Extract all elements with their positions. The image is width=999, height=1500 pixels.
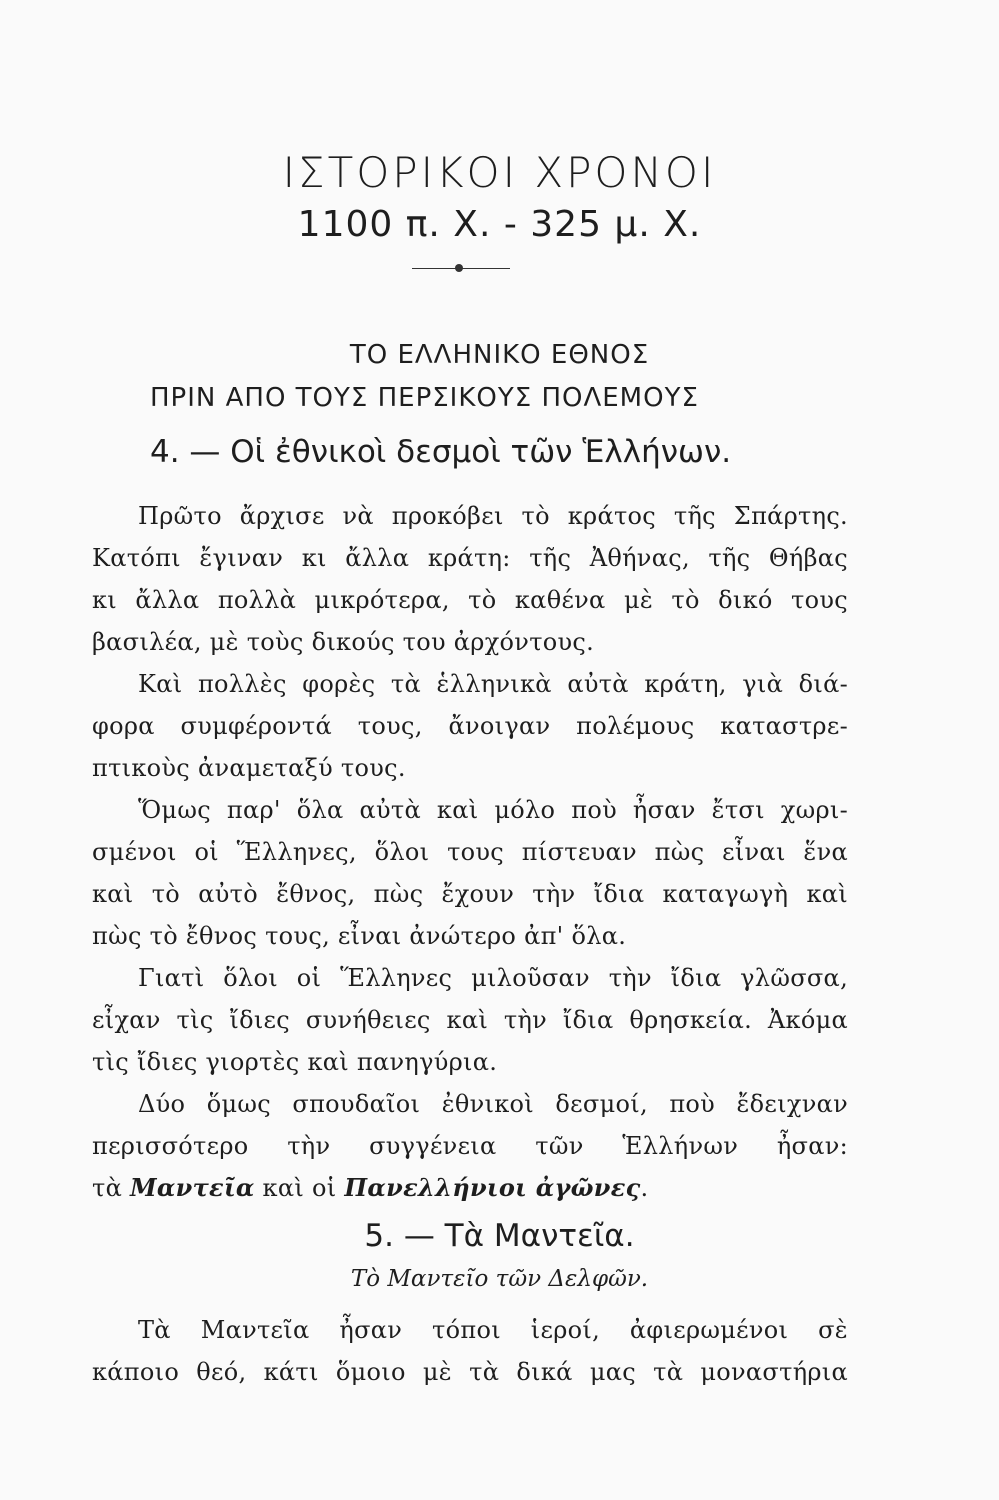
paragraph-line: σμένοι οἱ Ἕλληνες, ὅλοι τους πίστευαν πὼς εἶναι ἕνα	[92, 838, 848, 866]
paragraph-line: βασιλέα, μὲ τοὺς δικούς του ἀρχόντους.	[92, 628, 595, 656]
paragraph-line: Γιατὶ ὅλοι οἱ Ἕλληνες μιλοῦσαν τὴν ἴδια γλῶσσα,	[138, 964, 848, 992]
chapter-5-heading: 5. — Τὰ Μαντεῖα.	[364, 1218, 635, 1254]
text-run: καὶ οἱ	[254, 1174, 345, 1202]
section-subtitle: ΠΡΙΝ ΑΠΟ ΤΟΥΣ ΠΕΡΣΙΚΟΥΣ ΠΟΛΕΜΟΥΣ	[150, 383, 699, 413]
paragraph-line: Καὶ πολλὲς φορὲς τὰ ἑλληνικὰ αὐτὰ κράτη, γιὰ διά-	[138, 670, 848, 698]
paragraph-line: Πρῶτο ἄρχισε νὰ προκόβει τὸ κράτος τῆς Σπάρτης.	[138, 502, 848, 530]
text-run: τὰ	[92, 1174, 131, 1202]
paragraph-line: φορα συμφέροντά τους, ἄνοιγαν πολέμους καταστρε-	[92, 712, 848, 740]
paragraph-line: κι ἄλλα πολλὰ μικρότερα, τὸ καθένα μὲ τὸ δικό τους	[92, 586, 848, 614]
text-run: .	[640, 1174, 649, 1202]
paragraph-line: τὶς ἴδιες γιορτὲς καὶ πανηγύρια.	[92, 1048, 498, 1076]
period-dates: 1100 π. Χ. - 325 μ. Χ.	[297, 204, 702, 245]
paragraph-line: Τὰ Μαντεῖα ἦσαν τόποι ἱεροί, ἀφιερωμένοι σὲ	[138, 1316, 848, 1344]
paragraph-line: περισσότερο τὴν συγγένεια τῶν Ἑλλήνων ἦσαν:	[92, 1132, 848, 1160]
emphasis-oracles: Μαντεῖα	[130, 1173, 255, 1202]
chapter-4-heading: 4. — Οἱ ἐθνικοὶ δεσμοὶ τῶν Ἑλλήνων.	[150, 434, 732, 470]
paragraph-line: Ὅμως παρ' ὅλα αὐτὰ καὶ μόλο ποὺ ἦσαν ἔτσι χωρι-	[138, 796, 848, 824]
paragraph-line: Δύο ὅμως σπουδαῖοι ἐθνικοὶ δεσμοί, ποὺ ἔδειχναν	[138, 1090, 848, 1118]
paragraph-line: Κατόπι ἔγιναν κι ἄλλα κράτη: τῆς Ἀθήνας, τῆς Θήβας	[92, 544, 848, 572]
period-title: ΙΣΤΟΡΙΚΟΙ ΧΡΟΝΟΙ	[282, 148, 717, 197]
paragraph-line: εἶχαν τὶς ἴδιες συνήθειες καὶ τὴν ἴδια θρησκεία. Ἀκόμα	[92, 1006, 848, 1034]
emphasis-panhellenic-games: Πανελλήνιοι ἀγῶνες	[344, 1173, 641, 1202]
divider-dot-icon	[455, 264, 463, 272]
chapter-5-subheading: Τὸ Μαντεῖο τῶν Δελφῶν.	[350, 1266, 649, 1292]
paragraph-line: καὶ τὸ αὐτὸ ἔθνος, πὼς ἔχουν τὴν ἴδια καταγωγὴ καὶ	[92, 880, 848, 908]
paragraph-line: πὼς τὸ ἔθνος τους, εἶναι ἀνώτερο ἀπ' ὅλα.	[92, 922, 627, 950]
paragraph-line: κάποιο θεό, κάτι ὅμοιο μὲ τὰ δικά μας τὰ μοναστήρια	[92, 1358, 848, 1386]
paragraph-line: πτικοὺς ἀναμεταξύ τους.	[92, 754, 406, 782]
paragraph-final-line	[92, 1168, 848, 1208]
section-title: ΤΟ ΕΛΛΗΝΙΚΟ ΕΘΝΟΣ	[349, 340, 650, 370]
